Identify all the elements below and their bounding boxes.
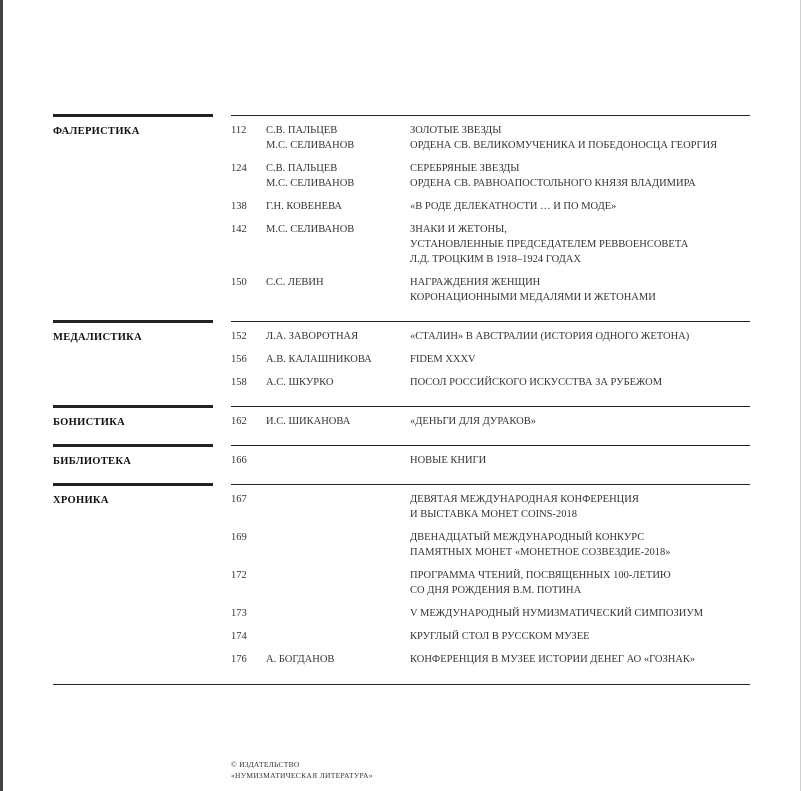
author-name: А.С. ШКУРКО	[266, 377, 334, 388]
bottom-rule	[53, 684, 750, 685]
title-line: И ВЫСТАВКА МОНЕТ COINS-2018	[410, 509, 578, 520]
page-number: 124	[231, 163, 247, 174]
entry-title	[410, 352, 750, 367]
toc-section	[53, 114, 750, 320]
toc-entry[interactable]	[231, 123, 750, 153]
toc-entry[interactable]	[231, 453, 750, 468]
entry-list	[231, 444, 750, 483]
entry-authors	[266, 161, 410, 191]
title-line: ЗНАКИ И ЖЕТОНЫ,	[410, 224, 507, 235]
section-rule-thin	[231, 321, 750, 322]
entry-title	[410, 161, 750, 191]
entry-title	[410, 199, 750, 214]
title-line: ДЕВЯТАЯ МЕЖДУНАРОДНАЯ КОНФЕРЕНЦИЯ	[410, 494, 639, 505]
title-line: «В РОДЕ ДЕЛЕКАТНОСТИ … И ПО МОДЕ»	[410, 201, 617, 212]
entry-title	[410, 222, 750, 267]
entry-list	[231, 405, 750, 444]
title-line: ЗОЛОТЫЕ ЗВЕЗДЫ	[410, 125, 502, 136]
section-rule-thick	[53, 483, 213, 486]
section-title: БИБЛИОТЕКА	[53, 456, 132, 467]
section-title: БОНИСТИКА	[53, 417, 126, 428]
entry-title	[410, 492, 750, 522]
entry-authors	[266, 375, 410, 390]
entry-title	[410, 375, 750, 390]
title-line: НАГРАЖДЕНИЯ ЖЕНЩИН	[410, 277, 541, 288]
entry-authors	[266, 275, 410, 305]
toc-entry[interactable]	[231, 199, 750, 214]
section-title: МЕДАЛИСТИКА	[53, 332, 142, 343]
author-name: Г.Н. КОВЕНЕВА	[266, 201, 343, 212]
section-rule-thin	[231, 445, 750, 446]
title-line: ДВЕНАДЦАТЫЙ МЕЖДУНАРОДНЫЙ КОНКУРС	[410, 532, 645, 543]
entry-authors	[266, 530, 410, 560]
section-rule-thick	[53, 405, 213, 408]
entry-title	[410, 606, 750, 621]
toc-entry[interactable]	[231, 222, 750, 267]
entry-authors	[266, 606, 410, 621]
author-name: М.С. СЕЛИВАНОВ	[266, 140, 355, 151]
author-name: С.В. ПАЛЬЦЕВ	[266, 125, 338, 136]
page-number: 174	[231, 631, 247, 642]
title-line: СЕРЕБРЯНЫЕ ЗВЕЗДЫ	[410, 163, 520, 174]
entry-list	[231, 114, 750, 320]
page-number: 158	[231, 377, 247, 388]
author-name: А. БОГДАНОВ	[266, 654, 335, 665]
section-title: ФАЛЕРИСТИКА	[53, 126, 140, 137]
entry-authors	[266, 352, 410, 367]
page-number: 138	[231, 201, 247, 212]
title-line: КРУГЛЫЙ СТОЛ В РУССКОМ МУЗЕЕ	[410, 631, 590, 642]
page-number: 176	[231, 654, 247, 665]
toc-section	[53, 320, 750, 405]
page-number: 173	[231, 608, 247, 619]
toc-entry[interactable]	[231, 652, 750, 667]
entry-authors	[266, 222, 410, 267]
entry-authors	[266, 652, 410, 667]
entry-authors	[266, 568, 410, 598]
author-name: И.С. ШИКАНОВА	[266, 416, 351, 427]
entry-title	[410, 629, 750, 644]
page-number: 167	[231, 494, 247, 505]
toc-section	[53, 483, 750, 682]
author-name: С.С. ЛЕВИН	[266, 277, 324, 288]
title-line: СО ДНЯ РОЖДЕНИЯ В.М. ПОТИНА	[410, 585, 582, 596]
toc-entry[interactable]	[231, 414, 750, 429]
author-name: А.В. КАЛАШНИКОВА	[266, 354, 372, 365]
entry-title	[410, 568, 750, 598]
section-rule-thick	[53, 320, 213, 323]
toc-section	[53, 405, 750, 444]
title-line: КОРОНАЦИОННЫМИ МЕДАЛЯМИ И ЖЕТОНАМИ	[410, 292, 656, 303]
entry-authors	[266, 453, 410, 468]
page-number: 162	[231, 416, 247, 427]
title-line: ОРДЕНА СВ. ВЕЛИКОМУЧЕНИКА И ПОБЕДОНОСЦА ГЕОРГИЯ	[410, 140, 718, 151]
entry-authors	[266, 414, 410, 429]
toc-entry[interactable]	[231, 530, 750, 560]
toc-entry[interactable]	[231, 568, 750, 598]
toc-entry[interactable]	[231, 275, 750, 305]
title-line: УСТАНОВЛЕННЫЕ ПРЕДСЕДАТЕЛЕМ РЕВВОЕНСОВЕТА	[410, 239, 689, 250]
section-rule-thin	[231, 115, 750, 116]
section-rule-thick	[53, 444, 213, 447]
entry-title	[410, 414, 750, 429]
entry-title	[410, 652, 750, 667]
entry-title	[410, 530, 750, 560]
toc-entry[interactable]	[231, 375, 750, 390]
page-number: 152	[231, 331, 247, 342]
entry-authors	[266, 629, 410, 644]
title-line: «ДЕНЬГИ ДЛЯ ДУРАКОВ»	[410, 416, 537, 427]
section-title: ХРОНИКА	[53, 495, 109, 506]
page-number: 112	[231, 125, 247, 136]
page-number: 166	[231, 455, 247, 466]
entry-authors	[266, 199, 410, 214]
entry-title	[410, 329, 750, 344]
entry-authors	[266, 329, 410, 344]
title-line: ПРОГРАММА ЧТЕНИЙ, ПОСВЯЩЕННЫХ 100-ЛЕТИЮ	[410, 570, 671, 581]
footer-line: © ИЗДАТЕЛЬСТВО	[231, 760, 300, 769]
publisher-footer	[231, 759, 373, 781]
table-of-contents	[53, 114, 750, 682]
title-line: НОВЫЕ КНИГИ	[410, 455, 487, 466]
entry-list	[231, 320, 750, 405]
title-line: ПОСОЛ РОССИЙСКОГО ИСКУССТВА ЗА РУБЕЖОМ	[410, 377, 663, 388]
toc-entry[interactable]	[231, 492, 750, 522]
title-line: FIDEM XXXV	[410, 354, 476, 365]
toc-entry[interactable]	[231, 329, 750, 344]
section-rule-thin	[231, 484, 750, 485]
entry-authors	[266, 123, 410, 153]
page-number: 169	[231, 532, 247, 543]
title-line: ОРДЕНА СВ. РАВНОАПОСТОЛЬНОГО КНЯЗЯ ВЛАДИМИРА	[410, 178, 696, 189]
toc-entry[interactable]	[231, 606, 750, 621]
entry-list	[231, 483, 750, 682]
title-line: V МЕЖДУНАРОДНЫЙ НУМИЗМАТИЧЕСКИЙ СИМПОЗИУМ	[410, 608, 704, 619]
page-number: 142	[231, 224, 247, 235]
author-name: М.С. СЕЛИВАНОВ	[266, 224, 355, 235]
title-line: ПАМЯТНЫХ МОНЕТ «МОНЕТНОЕ СОЗВЕЗДИЕ-2018»	[410, 547, 671, 558]
toc-entry[interactable]	[231, 352, 750, 367]
author-name: М.С. СЕЛИВАНОВ	[266, 178, 355, 189]
title-line: «СТАЛИН» В АВСТРАЛИИ (ИСТОРИЯ ОДНОГО ЖЕТОНА)	[410, 331, 690, 342]
title-line: КОНФЕРЕНЦИЯ В МУЗЕЕ ИСТОРИИ ДЕНЕГ АО «ГОЗНАК»	[410, 654, 696, 665]
entry-title	[410, 275, 750, 305]
entry-authors	[266, 492, 410, 522]
footer-line: «НУМИЗМАТИЧЕСКАЯ ЛИТЕРАТУРА»	[231, 771, 373, 780]
toc-section	[53, 444, 750, 483]
entry-title	[410, 453, 750, 468]
page-number: 172	[231, 570, 247, 581]
section-rule-thin	[231, 406, 750, 407]
title-line: Л.Д. ТРОЦКИМ В 1918–1924 ГОДАХ	[410, 254, 581, 265]
entry-title	[410, 123, 750, 153]
author-name: С.В. ПАЛЬЦЕВ	[266, 163, 338, 174]
toc-entry[interactable]	[231, 629, 750, 644]
section-rule-thick	[53, 114, 213, 117]
toc-entry[interactable]	[231, 161, 750, 191]
page-number: 156	[231, 354, 247, 365]
author-name: Л.А. ЗАВОРОТНАЯ	[266, 331, 359, 342]
page-number: 150	[231, 277, 247, 288]
